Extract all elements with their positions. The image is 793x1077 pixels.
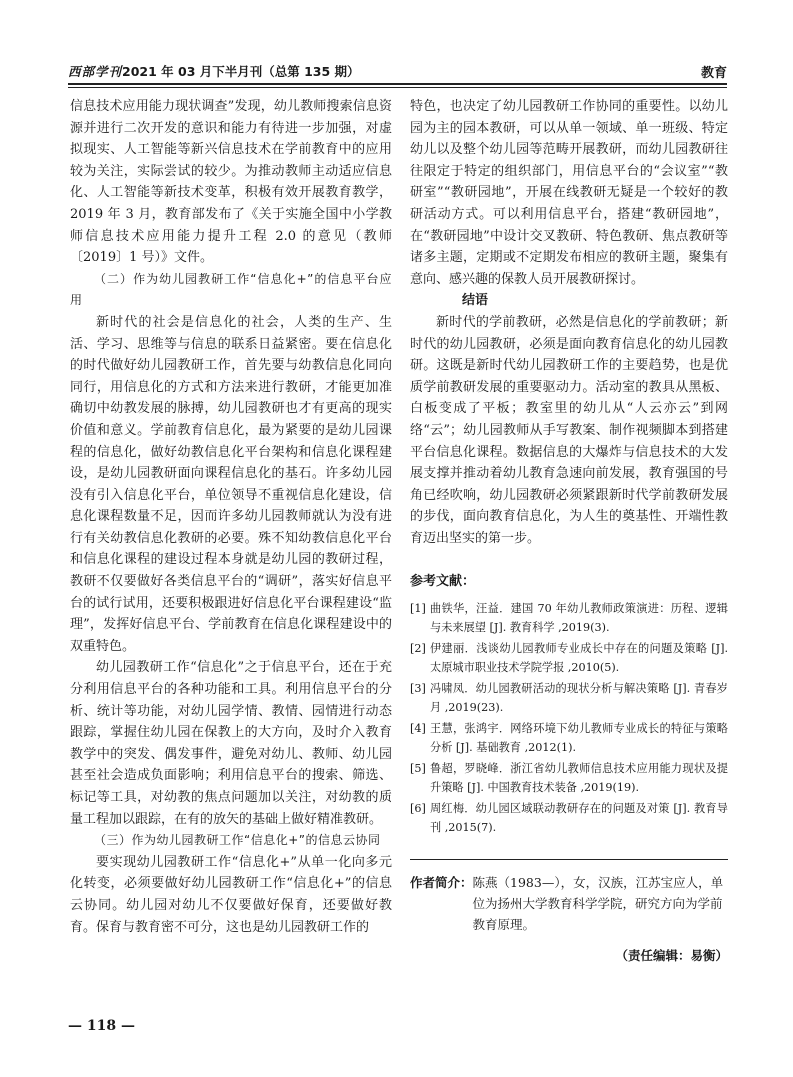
journal-info <box>68 62 360 80</box>
reference-text: 伊建丽．浅谈幼儿园教师专业成长中存在的问题及策略 [J]. 太原城市职业技术学院学报 ,2010(5). <box>430 642 728 675</box>
reference-number: [4] <box>410 722 426 736</box>
header-rule-thin <box>68 87 727 88</box>
conclusion-heading: 结语 <box>462 293 489 309</box>
reference-text: 王慧，张鸿宇．网络环境下幼儿教师专业成长的特征与策略分析 [J]. 基础教育 ,2012(1). <box>430 722 728 755</box>
reference-item <box>410 639 728 677</box>
left-column <box>70 96 392 938</box>
reference-number: [1] <box>410 602 426 616</box>
author-divider <box>410 859 728 860</box>
references-list <box>410 599 728 837</box>
subsection-heading: （二）作为幼儿园教研工作“信息化+”的信息平台应用 <box>70 271 392 308</box>
reference-number: [2] <box>410 642 426 656</box>
author-label: 作者简介： <box>410 875 473 891</box>
references-heading: 参考文献： <box>410 574 476 590</box>
paragraph: 新时代的学前教研，必然是信息化的学前教研；新时代的幼儿园教研，必须是面向教育信息化的幼儿园教研。这既是新时代幼儿园教研工作的主要趋势，也是优质学前教研发展的重要驱动力。活动室的教具从黑板、白板变成了平板；教室里的幼儿从“人云亦云”到网络“云”；幼儿园教师从手写教案、制作视频脚本到搭建平台信息化课程。数据信息的大爆炸与信息技术的大发展支撑并推动着幼儿教育急速向前发展，教育强国的号角已经吹响，幼儿园教研必须紧跟新时代学前教研发展的步伐，面向教育信息化，为人生的奠基性、开端性教育迈出坚实的第一步。 <box>410 314 728 546</box>
page-header <box>68 62 727 84</box>
paragraph: 特色，也决定了幼儿园教研工作协同的重要性。以幼儿园为主的园本教研，可以从单一领域、单一班级、特定幼儿以及整个幼儿园等范畴开展教研，而幼儿园教研往往限定于特定的组织部门，用信息平台的“会议室”“教研室”“教研园地”，开展在线教研无疑是一个较好的教研活动方式。可以利用信息平台，搭建“教研园地”，在“教研园地”中设计交叉教研、特色教研、焦点教研等诸多主题，定期或不定期发布相应的教研主题，聚集有意向、感兴趣的保教人员开展教研探讨。 <box>410 99 728 287</box>
page-number: — 118 — <box>68 1018 135 1034</box>
reference-item <box>410 679 728 717</box>
header-rule <box>68 83 727 85</box>
responsible-editor: （责任编辑：易衡） <box>615 948 728 964</box>
reference-number: [6] <box>410 802 426 816</box>
reference-item <box>410 759 728 797</box>
author-text: 陈燕（1983—），女，汉族，江苏宝应人，单位为扬州大学教育科学学院，研究方向为学前教育原理。 <box>472 875 724 933</box>
paragraph: 新时代的社会是信息化的社会，人类的生产、生活、学习、思维等与信息的联系日益紧密。要在信息化的时代做好幼儿园教研工作，首先要与幼教信息化同向同行，用信息化的方式和方法来进行教研，才能更加准确切中幼教发展的脉搏，幼儿园教研也才有更高的现实价值和意义。学前教育信息化，最为紧要的是幼儿园课程的信息化，做好幼教信息化平台架构和信息化课程建设，是幼儿园教研面向课程信息化的基石。许多幼儿园没有引入信息化平台，单位领导不重视信息化建设，信息化课程数量不足，因而许多幼儿园教师就认为没有进行有关幼教信息化教研的必要。殊不知幼教信息化平台和信息化课程的建设过程本身就是幼儿园的教研过程，教研不仅要做好各类信息平台的“调研”，落实好信息平台的试行试用，还要积极跟进好信息化平台课程建设“监理”，发挥好信息平台、学前教育在信息化课程建设中的双重特色。 <box>70 314 392 654</box>
author-bio <box>410 872 728 935</box>
subsection-heading: （三）作为幼儿园教研工作“信息化+”的信息云协同 <box>94 833 381 848</box>
right-column <box>410 96 728 967</box>
issue-info: 2021 年 03 月下半月刊（总第 135 期） <box>122 64 360 79</box>
reference-number: [3] <box>410 682 426 696</box>
reference-text: 周红梅．幼儿园区域联动教研存在的问题及对策 [J]. 教育导刊 ,2015(7). <box>430 802 728 835</box>
reference-text: 鲁超，罗晓峰．浙江省幼儿教师信息技术应用能力现状及提升策略 [J]. 中国教育技术装备 ,2019(19). <box>430 762 728 795</box>
section-label: 教育 <box>700 66 727 81</box>
reference-text: 曲铁华，汪益．建国 70 年幼儿教师政策演进：历程、逻辑与未来展望 [J]. 教育科学 ,2019(3). <box>430 602 728 635</box>
reference-text: 冯啸凤．幼儿园教研活动的现状分析与解决策略 [J]. 青春岁月 ,2019(23). <box>430 682 728 715</box>
reference-item <box>410 719 728 757</box>
paragraph: 信息技术应用能力现状调查”发现，幼儿教师搜索信息资源并进行二次开发的意识和能力有待进一步加强，对虚拟现实、人工智能等新兴信息技术在学前教育中的应用较为关注，实际尝试的较少。为推动教师主动适应信息化、人工智能等新技术变革，积极有效开展教育教学，2019 年 3 月，教育部发布了《关于实施全国中小学教师信息技术应用能力提升工程 2.0 的意见（教师〔2019〕1 号）》文件。 <box>70 99 392 266</box>
reference-number: [5] <box>410 762 426 776</box>
reference-item <box>410 799 728 837</box>
journal-name: 西部学刊 <box>68 64 123 79</box>
paragraph: 幼儿园教研工作“信息化”之于信息平台，还在于充分利用信息平台的各种功能和工具。利用信息平台的分析、统计等功能，对幼儿园学情、教情、园情进行动态跟踪，掌握住幼儿园在保教上的大方向，及时介入教育教学中的突发、偶发事件，避免对幼儿、教师、幼儿园甚至社会造成负面影响；利用信息平台的搜索、筛选、标记等工具，对幼教的焦点问题加以关注，对幼教的质量工程加以跟踪，在有的放矢的基础上做好精准教研。 <box>70 660 392 827</box>
paragraph: 要实现幼儿园教研工作“信息化+”从单一化向多元化转变，必须要做好幼儿园教研工作“信息化+”的信息云协同。幼儿园对幼儿不仅要做好保育，还要做好教育。保育与教育密不可分，这也是幼儿园教研工作的 <box>70 854 392 935</box>
reference-item <box>410 599 728 637</box>
